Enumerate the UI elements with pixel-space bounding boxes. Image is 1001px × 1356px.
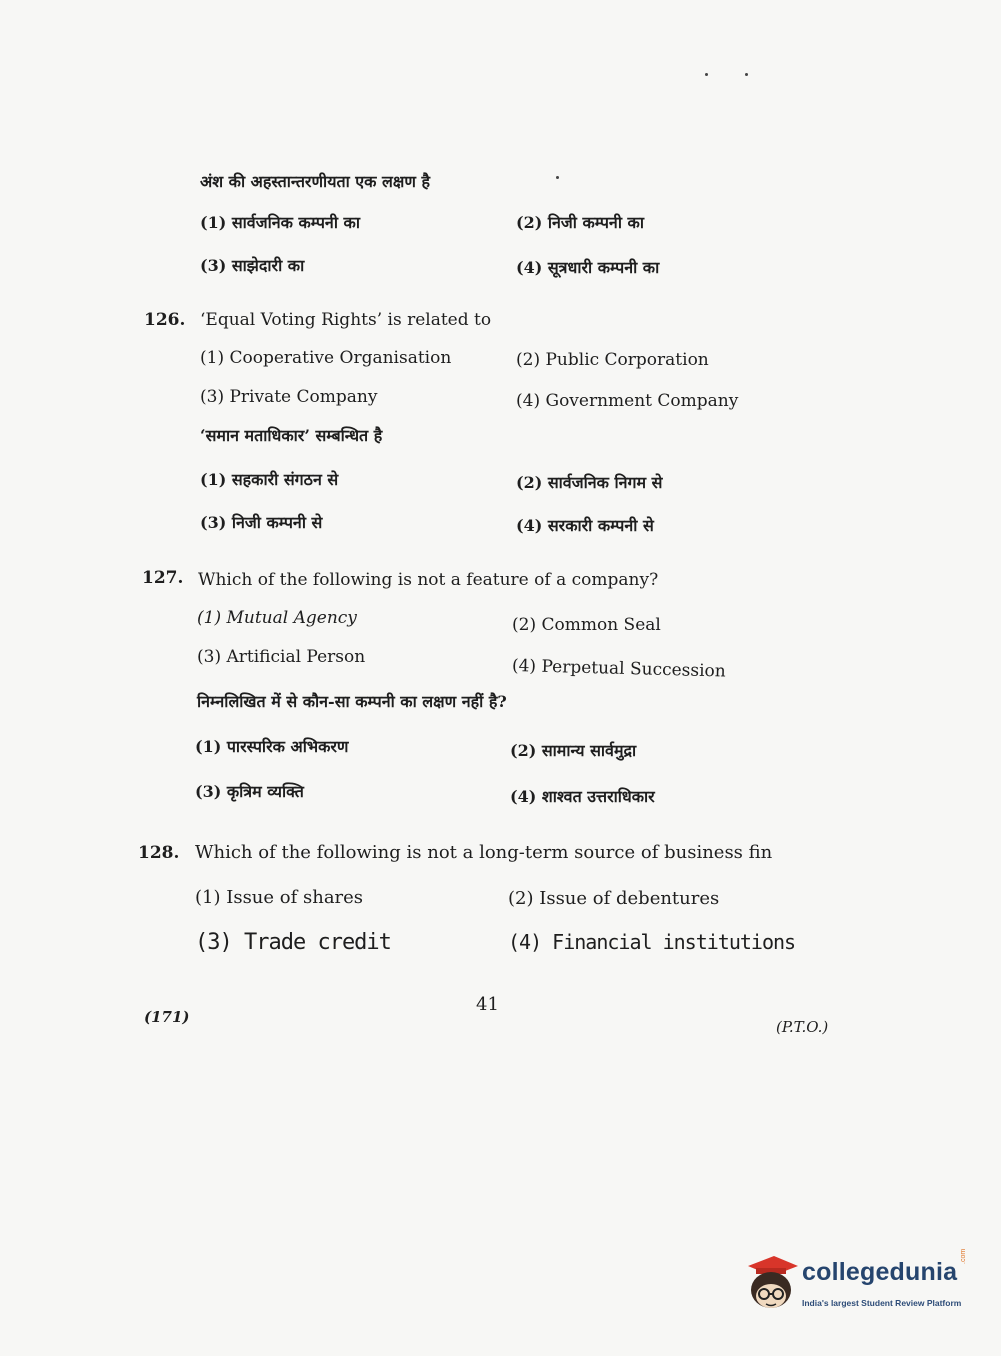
- q128-stem: Which of the following is not a long-term source of business fin: [195, 842, 773, 863]
- q127-stem: Which of the following is not a feature of a company?: [198, 570, 659, 590]
- q126-option-3: (3) Private Company: [200, 387, 378, 407]
- q126-hindi-option-1: (1) सहकारी संगठन से: [200, 470, 339, 489]
- q126-hindi-stem: ‘समान मताधिकार’ सम्बन्धित है: [200, 426, 383, 445]
- q128-number: 128.: [138, 843, 180, 863]
- collegedunia-watermark: [742, 1248, 972, 1322]
- q126-stem: ‘Equal Voting Rights’ is related to: [200, 310, 492, 330]
- q127-number: 127.: [142, 568, 184, 588]
- q128-option-1: (1) Issue of shares: [195, 887, 364, 908]
- q125-hindi-stem: अंश की अहस्तान्तरणीयता एक लक्षण है: [200, 172, 430, 191]
- pto-label: (P.T.O.): [776, 1018, 829, 1036]
- q126-number: 126.: [144, 310, 186, 330]
- q127-hindi-option-2: (2) सामान्य सार्वमुद्रा: [510, 741, 637, 760]
- q127-option-2: (2) Common Seal: [512, 615, 661, 635]
- q125-option-4: (4) सूत्रधारी कम्पनी का: [516, 258, 660, 277]
- q128-option-3: (3) Trade credit: [195, 930, 391, 955]
- scan-dot: [705, 73, 708, 76]
- scan-dot: [745, 73, 748, 76]
- q127-hindi-stem: निम्नलिखित में से कौन-सा कम्पनी का लक्षण नहीं है?: [197, 692, 507, 711]
- q127-option-1: (1) Mutual Agency: [197, 608, 357, 628]
- q126-option-1: (1) Cooperative Organisation: [200, 348, 452, 368]
- q128-option-4: (4) Financial institutions: [508, 930, 796, 954]
- q126-option-4: (4) Government Company: [516, 391, 739, 411]
- q126-hindi-option-3: (3) निजी कम्पनी से: [200, 513, 323, 532]
- q127-hindi-option-3: (3) कृत्रिम व्यक्ति: [195, 782, 304, 801]
- q125-option-3: (3) साझेदारी का: [200, 256, 305, 275]
- q127-option-3: (3) Artificial Person: [197, 647, 366, 667]
- q127-hindi-option-4: (4) शाश्वत उत्तराधिकार: [510, 787, 655, 806]
- brand-suffix: .com: [960, 1248, 967, 1264]
- footer-code: (171): [144, 1008, 190, 1026]
- brand-tagline: India's largest Student Review Platform: [802, 1298, 962, 1308]
- brand-name: collegedunia: [802, 1258, 958, 1286]
- q125-option-1: (1) सार्वजनिक कम्पनी का: [200, 213, 360, 232]
- q126-hindi-option-2: (2) सार्वजनिक निगम से: [516, 473, 663, 492]
- q128-option-2: (2) Issue of debentures: [508, 888, 720, 909]
- mascot-icon: [742, 1252, 800, 1312]
- scan-dot: [556, 176, 559, 179]
- q126-option-2: (2) Public Corporation: [516, 350, 709, 370]
- q125-option-2: (2) निजी कम्पनी का: [516, 213, 644, 232]
- q126-hindi-option-4: (4) सरकारी कम्पनी से: [516, 516, 654, 535]
- page-number: 41: [476, 994, 499, 1015]
- q127-option-4: (4) Perpetual Succession: [511, 656, 727, 682]
- q127-hindi-option-1: (1) पारस्परिक अभिकरण: [195, 737, 349, 756]
